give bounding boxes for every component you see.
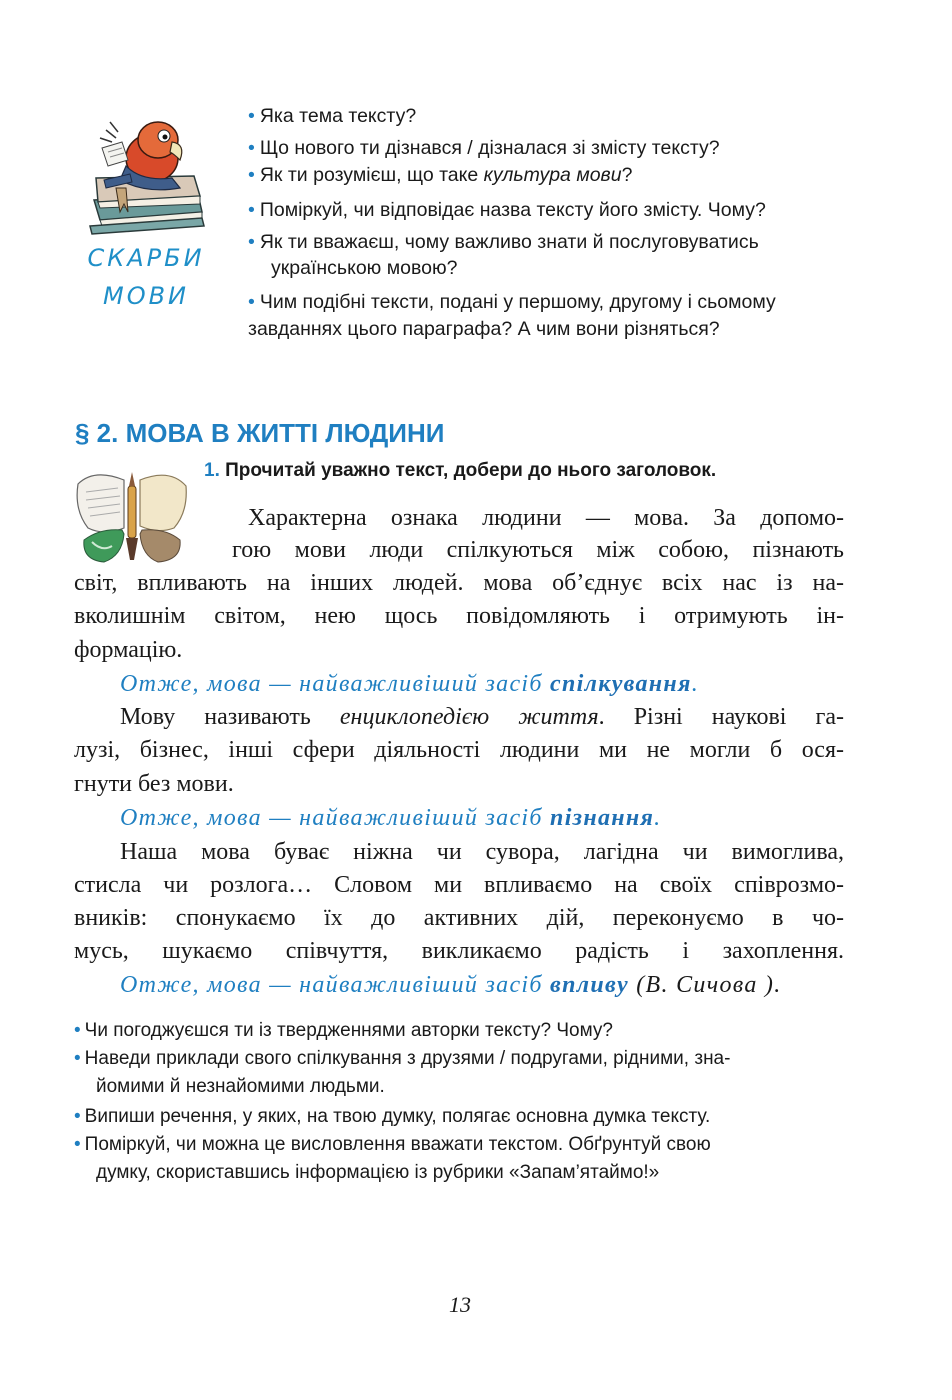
question-item: • Яка тема тексту?: [248, 105, 417, 127]
paragraph-line: формацію.: [74, 637, 183, 663]
author-credit: (В. Сичова ).: [628, 972, 782, 998]
bullet: •: [248, 199, 255, 221]
paragraph-line: вколишнім світом, нею щось повідомляють і отримують ін-: [74, 603, 844, 629]
task-instruction: 1. Прочитай уважно текст, добери до нього заголовок.: [204, 460, 717, 481]
paragraph-line: гою мови люди спілкуються між собою, пізнають: [232, 537, 844, 563]
page-number: 13: [449, 1292, 471, 1317]
rubric-title-line1: СКАРБИ: [87, 244, 205, 272]
bullet: •: [74, 1048, 81, 1069]
bullet: •: [74, 1106, 81, 1127]
conclusion-line: Отже, мова — найважливіший засіб спілкування.: [120, 671, 700, 697]
question-item: • Поміркуй, чи відповідає назва тексту його змісту. Чому?: [248, 199, 766, 221]
paragraph-line: стисла чи розлога… Словом ми впливаємо на своїх співрозмо-: [74, 872, 844, 898]
bullet: •: [74, 1134, 81, 1155]
paragraph-line: вників: спонукаємо їх до активних дій, переконуємо в чо-: [74, 905, 844, 931]
question-continuation: йомими й незнайомими людьми.: [96, 1076, 385, 1097]
question-item: • Що нового ти дізнався / дізналася зі змісту тексту?: [248, 137, 720, 159]
question-item: • Чи погоджуєшся ти із твердженнями авторки тексту? Чому?: [74, 1020, 613, 1041]
question-item: • Наведи приклади свого спілкування з друзями / подругами, рідними, зна-: [74, 1048, 731, 1069]
brush-wings-illustration: [74, 470, 190, 564]
paragraph-line: лузі, бізнес, інші сфери діяльності людини ми не могли б ося-: [74, 737, 844, 763]
question-item: • Як ти вважаєш, чому важливо знати й послуговуватись: [248, 231, 759, 253]
bullet: •: [248, 164, 255, 186]
conclusion-line: Отже, мова — найважливіший засіб впливу (В. Сичова ).: [120, 972, 782, 998]
bullet: •: [74, 1020, 81, 1041]
question-item: • Поміркуй, чи можна це висловлення вважати текстом. Обґрунтуй свою: [74, 1134, 711, 1155]
bullet: •: [248, 105, 255, 127]
question-continuation: українською мовою?: [271, 257, 458, 279]
paragraph-line: мусь, шукаємо співчуття, викликаємо радість і захоплення.: [74, 938, 844, 964]
question-item: • Випиши речення, у яких, на твою думку, полягає основна думка тексту.: [74, 1106, 711, 1127]
paragraph-line: світ, впливають на інших людей. мова об’єднує всіх нас із на-: [74, 570, 844, 596]
paragraph-line: гнути без мови.: [74, 771, 234, 797]
paragraph-line: Мову називають енциклопедією життя. Різні наукові га-: [120, 704, 845, 730]
paragraph-line: Характерна ознака людини — мова. За допомо-: [248, 505, 844, 531]
bullet: •: [248, 137, 255, 159]
question-item: • Чим подібні тексти, подані у першому, другому і сьомому: [248, 291, 776, 313]
bullet: •: [248, 231, 255, 253]
paragraph-line: Наша мова буває ніжна чи сувора, лагідна чи вимоглива,: [120, 839, 844, 865]
question-continuation: думку, скориставшись інформацією із рубрики «Запам’ятаймо!»: [96, 1162, 660, 1183]
rubric-title-line2: МОВИ: [102, 282, 189, 310]
parrot-on-books-illustration: [86, 108, 208, 236]
question-item: • Як ти розумієш, що таке культура мови?: [248, 164, 633, 186]
conclusion-line: Отже, мова — найважливіший засіб пізнання.: [120, 805, 662, 831]
section-title: § 2. МОВА В ЖИТТІ ЛЮДИНИ: [75, 418, 445, 448]
bullet: •: [248, 291, 255, 313]
question-continuation: завданнях цього параграфа? А чим вони різняться?: [248, 318, 720, 340]
